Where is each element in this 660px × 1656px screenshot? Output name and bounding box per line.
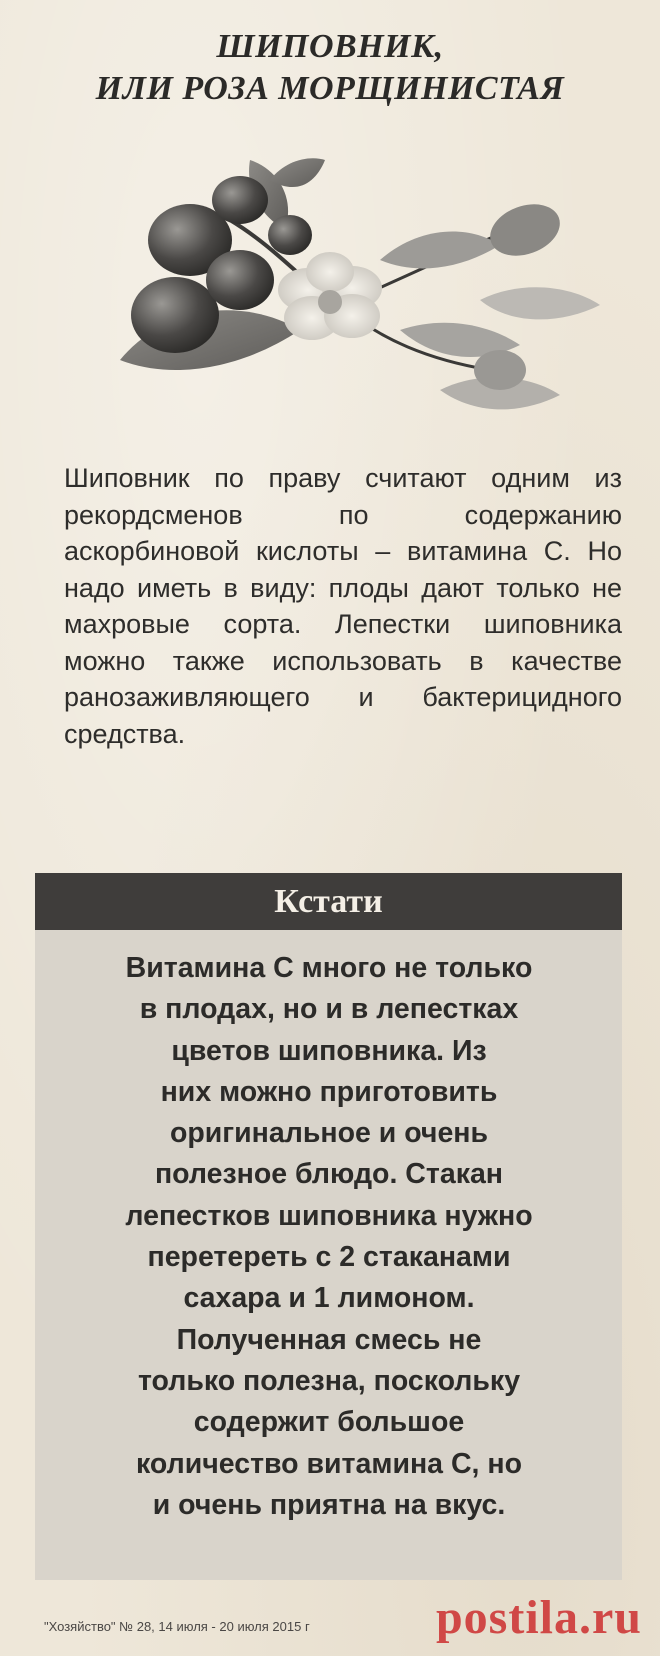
kstati-line: сахара и 1 лимоном. [183,1282,475,1315]
article-body: Шиповник по праву считают одним из рекордсменов по содержанию аскорбиновой кислоты – витамина С. Но надо иметь в виду: плоды дают только не махровые сорта. Лепестки шиповника можно также использовать в качестве ранозаживляющего и бактерицидного средства. [64,463,622,749]
kstati-text [45,948,613,1526]
kstati-line: Полученная смесь не [176,1323,482,1356]
kstati-label: Кстати [274,883,383,920]
kstati-line: количество витамина С, но [136,1447,522,1480]
title-line-1: ШИПОВНИК, [216,28,444,65]
kstati-line: Витамина С много не только [125,952,533,984]
publication-source: "Хозяйство" № 28, 14 июля - 20 июля 2015 г [44,1619,310,1634]
kstati-line: лепестков шиповника нужно [125,1199,533,1232]
kstati-line: в плодах, но и в лепестках [139,993,519,1026]
kstati-header-bar [35,873,622,930]
kstati-line: оригинальное и очень [169,1117,489,1150]
rose-hip-branch-illustration [80,130,620,430]
kstati-line: цветов шиповника. Из [171,1034,487,1067]
kstati-line: перетереть с 2 стаканами [147,1241,511,1274]
kstati-line: полезное блюдо. Стакан [154,1158,504,1191]
kstati-line: них можно приготовить [160,1075,498,1108]
kstati-line: содержит большое [193,1406,465,1439]
kstati-line: только полезна, поскольку [137,1364,521,1397]
kstati-line: и очень приятна на вкус. [152,1488,506,1521]
title-line-2: ИЛИ РОЗА МОРЩИНИСТАЯ [95,70,565,107]
article-title [0,26,660,110]
postila-watermark[interactable]: postila.ru [435,1591,642,1644]
